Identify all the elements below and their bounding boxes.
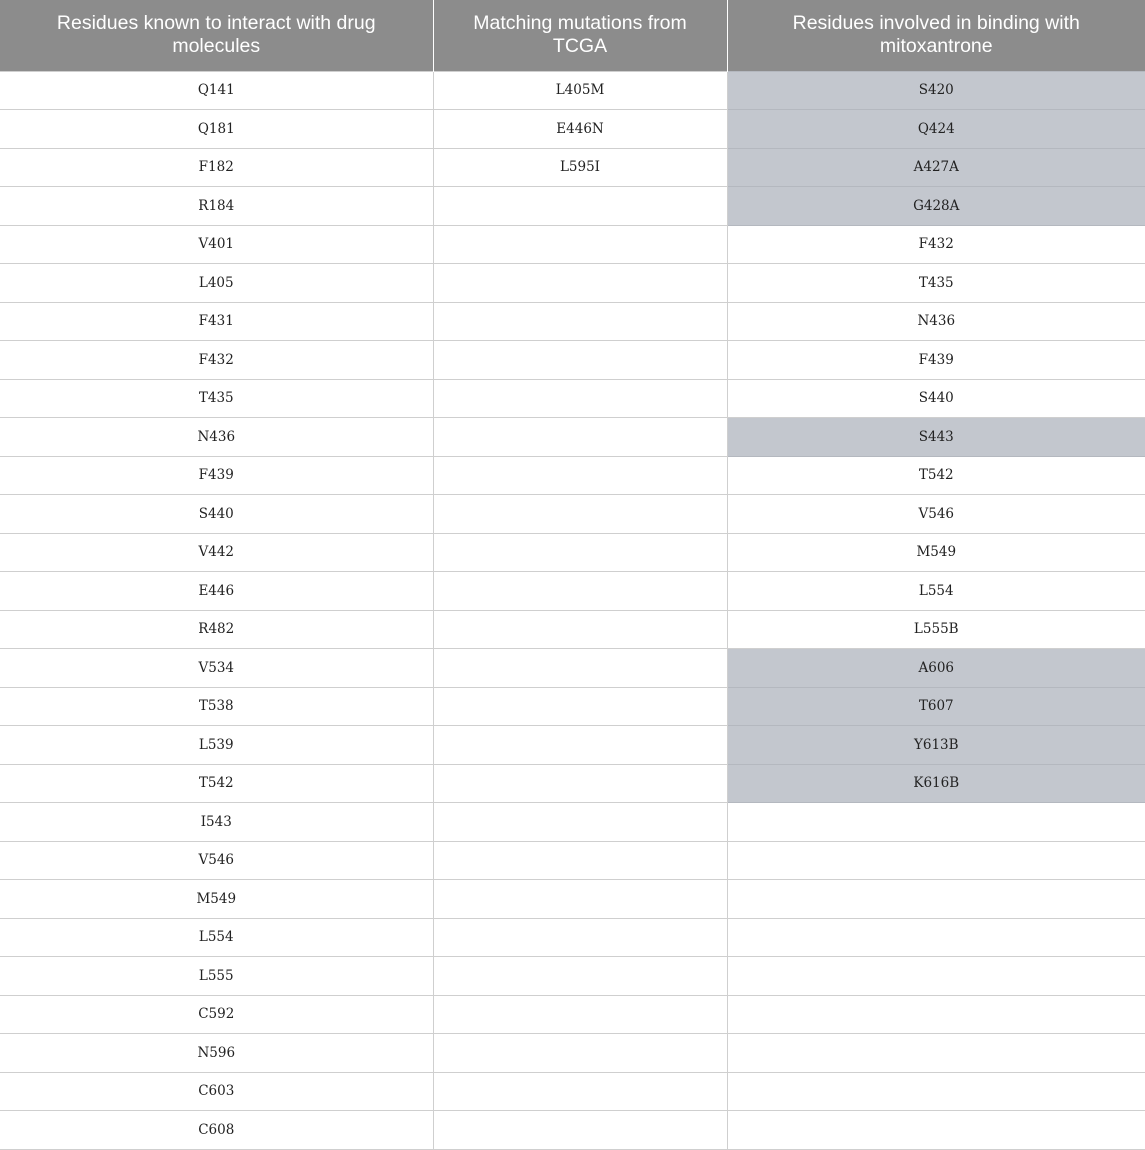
table-row xyxy=(0,764,1145,803)
table-row xyxy=(0,1034,1145,1073)
cell-mitoxantrone-residue: M549 xyxy=(727,533,1145,572)
cell-known-residue: C592 xyxy=(0,995,433,1034)
cell-tcga-mutation xyxy=(433,610,727,649)
cell-tcga-mutation xyxy=(433,1034,727,1073)
table-row xyxy=(0,225,1145,264)
cell-known-residue: V401 xyxy=(0,225,433,264)
table-row xyxy=(0,918,1145,957)
cell-known-residue: L539 xyxy=(0,726,433,765)
cell-known-residue: R184 xyxy=(0,187,433,226)
table-row xyxy=(0,148,1145,187)
cell-mitoxantrone-residue: S443 xyxy=(727,418,1145,457)
cell-mitoxantrone-residue: T607 xyxy=(727,687,1145,726)
table-row xyxy=(0,649,1145,688)
cell-tcga-mutation xyxy=(433,341,727,380)
cell-mitoxantrone-residue: S420 xyxy=(727,71,1145,110)
cell-tcga-mutation xyxy=(433,302,727,341)
cell-mitoxantrone-residue: N436 xyxy=(727,302,1145,341)
cell-tcga-mutation xyxy=(433,572,727,611)
table-row xyxy=(0,880,1145,919)
header-residues-known: Residues known to interact with drug molecules xyxy=(0,0,433,71)
cell-tcga-mutation: L405M xyxy=(433,71,727,110)
cell-mitoxantrone-residue xyxy=(727,1111,1145,1150)
table-row xyxy=(0,418,1145,457)
cell-known-residue: T538 xyxy=(0,687,433,726)
cell-tcga-mutation xyxy=(433,726,727,765)
cell-mitoxantrone-residue xyxy=(727,841,1145,880)
cell-known-residue: N596 xyxy=(0,1034,433,1073)
cell-tcga-mutation xyxy=(433,495,727,534)
cell-known-residue: V546 xyxy=(0,841,433,880)
cell-tcga-mutation xyxy=(433,995,727,1034)
table-header xyxy=(0,0,1145,71)
cell-known-residue: T435 xyxy=(0,379,433,418)
cell-known-residue: L555 xyxy=(0,957,433,996)
cell-mitoxantrone-residue: F439 xyxy=(727,341,1145,380)
header-row xyxy=(0,0,1145,71)
table-row xyxy=(0,841,1145,880)
cell-known-residue: C603 xyxy=(0,1072,433,1111)
cell-tcga-mutation xyxy=(433,803,727,842)
table-row xyxy=(0,71,1145,110)
cell-mitoxantrone-residue: T435 xyxy=(727,264,1145,303)
cell-mitoxantrone-residue xyxy=(727,803,1145,842)
cell-known-residue: T542 xyxy=(0,764,433,803)
cell-mitoxantrone-residue: G428A xyxy=(727,187,1145,226)
cell-mitoxantrone-residue xyxy=(727,880,1145,919)
cell-known-residue: Q141 xyxy=(0,71,433,110)
cell-known-residue: L405 xyxy=(0,264,433,303)
cell-mitoxantrone-residue xyxy=(727,918,1145,957)
cell-tcga-mutation xyxy=(433,456,727,495)
table-row xyxy=(0,610,1145,649)
cell-known-residue: F432 xyxy=(0,341,433,380)
cell-tcga-mutation xyxy=(433,1111,727,1150)
cell-tcga-mutation xyxy=(433,225,727,264)
cell-known-residue: Q181 xyxy=(0,110,433,149)
header-tcga-mutations: Matching mutations from TCGA xyxy=(433,0,727,71)
cell-mitoxantrone-residue: Q424 xyxy=(727,110,1145,149)
cell-mitoxantrone-residue: A606 xyxy=(727,649,1145,688)
cell-known-residue: F439 xyxy=(0,456,433,495)
cell-tcga-mutation: L595I xyxy=(433,148,727,187)
table-row xyxy=(0,572,1145,611)
cell-mitoxantrone-residue xyxy=(727,1034,1145,1073)
cell-tcga-mutation xyxy=(433,880,727,919)
cell-tcga-mutation xyxy=(433,957,727,996)
table-row xyxy=(0,495,1145,534)
cell-known-residue: E446 xyxy=(0,572,433,611)
cell-known-residue: M549 xyxy=(0,880,433,919)
table-body xyxy=(0,71,1145,1149)
cell-known-residue: R482 xyxy=(0,610,433,649)
cell-mitoxantrone-residue xyxy=(727,957,1145,996)
cell-known-residue: V534 xyxy=(0,649,433,688)
table-row xyxy=(0,379,1145,418)
table-row xyxy=(0,995,1145,1034)
cell-mitoxantrone-residue: L554 xyxy=(727,572,1145,611)
cell-tcga-mutation xyxy=(433,764,727,803)
table-row xyxy=(0,187,1145,226)
table-row xyxy=(0,456,1145,495)
cell-known-residue: I543 xyxy=(0,803,433,842)
cell-tcga-mutation xyxy=(433,379,727,418)
cell-tcga-mutation xyxy=(433,187,727,226)
cell-known-residue: F182 xyxy=(0,148,433,187)
table-row xyxy=(0,264,1145,303)
table-row xyxy=(0,687,1145,726)
table-row xyxy=(0,1072,1145,1111)
cell-mitoxantrone-residue xyxy=(727,995,1145,1034)
cell-tcga-mutation: E446N xyxy=(433,110,727,149)
cell-tcga-mutation xyxy=(433,264,727,303)
table-row xyxy=(0,803,1145,842)
cell-mitoxantrone-residue: S440 xyxy=(727,379,1145,418)
cell-tcga-mutation xyxy=(433,649,727,688)
cell-tcga-mutation xyxy=(433,418,727,457)
cell-known-residue: N436 xyxy=(0,418,433,457)
cell-mitoxantrone-residue xyxy=(727,1072,1145,1111)
table-row xyxy=(0,726,1145,765)
cell-mitoxantrone-residue: K616B xyxy=(727,764,1145,803)
table-row xyxy=(0,302,1145,341)
table-row xyxy=(0,1111,1145,1150)
cell-known-residue: S440 xyxy=(0,495,433,534)
cell-known-residue: L554 xyxy=(0,918,433,957)
cell-tcga-mutation xyxy=(433,533,727,572)
cell-tcga-mutation xyxy=(433,1072,727,1111)
cell-known-residue: C608 xyxy=(0,1111,433,1150)
cell-tcga-mutation xyxy=(433,841,727,880)
table-row xyxy=(0,957,1145,996)
table-row xyxy=(0,110,1145,149)
cell-known-residue: F431 xyxy=(0,302,433,341)
table-row xyxy=(0,341,1145,380)
cell-mitoxantrone-residue: V546 xyxy=(727,495,1145,534)
cell-known-residue: V442 xyxy=(0,533,433,572)
cell-tcga-mutation xyxy=(433,687,727,726)
cell-mitoxantrone-residue: A427A xyxy=(727,148,1145,187)
cell-mitoxantrone-residue: L555B xyxy=(727,610,1145,649)
table-row xyxy=(0,533,1145,572)
cell-mitoxantrone-residue: Y613B xyxy=(727,726,1145,765)
cell-tcga-mutation xyxy=(433,918,727,957)
cell-mitoxantrone-residue: T542 xyxy=(727,456,1145,495)
cell-mitoxantrone-residue: F432 xyxy=(727,225,1145,264)
header-mitoxantrone-binding: Residues involved in binding with mitoxantrone xyxy=(727,0,1145,71)
